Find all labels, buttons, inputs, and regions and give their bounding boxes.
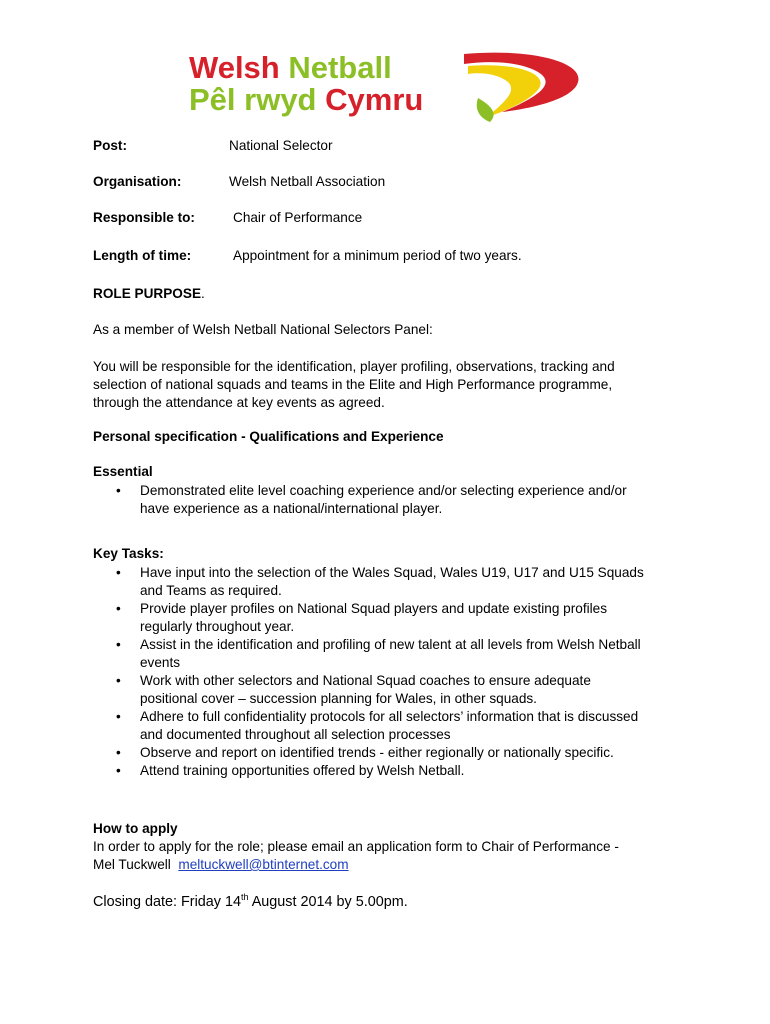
list-item-line: and Teams as required. [140,583,282,598]
list-item-line: events [140,655,181,670]
logo-line-1 [189,52,392,83]
field-value-organisation: Welsh Netball Association [229,174,386,189]
contact-email-link[interactable]: meltuckwell@btinternet.com [178,857,349,872]
field-label-length-of-time: Length of time: [93,248,192,263]
list-item-line: • Provide player profiles on National Squad players and update existing profiles [140,601,607,616]
welsh-netball-logo [186,48,586,128]
swoosh-green [477,98,494,122]
field-value-post: National Selector [229,138,333,153]
list-item [93,636,644,672]
list-item-line: • Attend training opportunities offered by Welsh Netball. [140,763,465,778]
closing-date-prefix: Closing date: Friday 14 [93,893,241,910]
intro-text: As a member of Welsh Netball National Selectors Panel: [93,322,433,337]
logo-line-2 [189,84,423,115]
responsibility-paragraph [93,358,615,412]
responsibility-line: You will be responsible for the identification, player profiling, observations, tracking and [93,359,615,374]
list-item [93,600,644,636]
responsibility-line: through the attendance at key events as agreed. [93,395,385,410]
list-item-line: • Adhere to full confidentiality protocols for all selectors’ information that is discussed [140,709,639,724]
field-label-post: Post: [93,138,127,153]
list-item-line: • Work with other selectors and National Squad coaches to ensure adequate [140,673,591,688]
logo-netball: Netball [288,50,392,85]
how-to-apply-text: In order to apply for the role; please email an application form to Chair of Performance - [93,839,619,854]
list-item [93,708,644,744]
field-value-length-of-time: Appointment for a minimum period of two years. [233,248,522,263]
list-item [93,762,644,780]
list-item-line: • Demonstrated elite level coaching experience and/or selecting experience and/or [140,483,627,498]
list-item-line: • Observe and report on identified trends - either regionally or nationally specific. [140,745,614,760]
key-tasks-list [93,564,644,780]
list-item [93,564,644,600]
list-item-line: regularly throughout year. [140,619,295,634]
how-to-apply-heading: How to apply [93,821,178,836]
list-item-line: • Have input into the selection of the Wales Squad, Wales U19, U17 and U15 Squads [140,565,644,580]
logo-cymru: Cymru [325,82,424,117]
field-label-organisation: Organisation: [93,174,182,189]
closing-date [93,892,408,910]
key-tasks-heading: Key Tasks: [93,546,164,561]
list-item [93,744,644,762]
list-item-line: • Assist in the identification and profiling of new talent at all levels from Welsh Netball [140,637,641,652]
list-item [93,672,644,708]
closing-date-suffix: August 2014 by 5.00pm. [248,893,408,910]
contact-line [93,857,349,872]
responsibility-line: selection of national squads and teams in the Elite and High Performance programme, [93,377,613,392]
field-label-responsible-to: Responsible to: [93,210,195,225]
list-item-line: and documented throughout all selection processes [140,727,451,742]
closing-date-ordinal: th [240,892,249,902]
list-item-line: have experience as a national/international player. [140,501,443,516]
role-purpose-heading [93,286,205,301]
contact-name: Mel Tuckwell [93,857,171,872]
role-purpose-title: ROLE PURPOSE [93,286,202,301]
field-value-responsible-to: Chair of Performance [233,210,363,225]
list-item [93,482,627,518]
role-purpose-period: . [201,286,205,301]
personal-spec-heading: Personal specification - Qualifications and Experience [93,429,444,444]
essential-heading: Essential [93,464,153,479]
list-item-line: positional cover – succession planning for Wales, in other squads. [140,691,537,706]
essential-list [93,482,627,518]
logo-pel-rwyd: Pêl rwyd [189,82,317,117]
logo-welsh: Welsh [189,50,280,85]
